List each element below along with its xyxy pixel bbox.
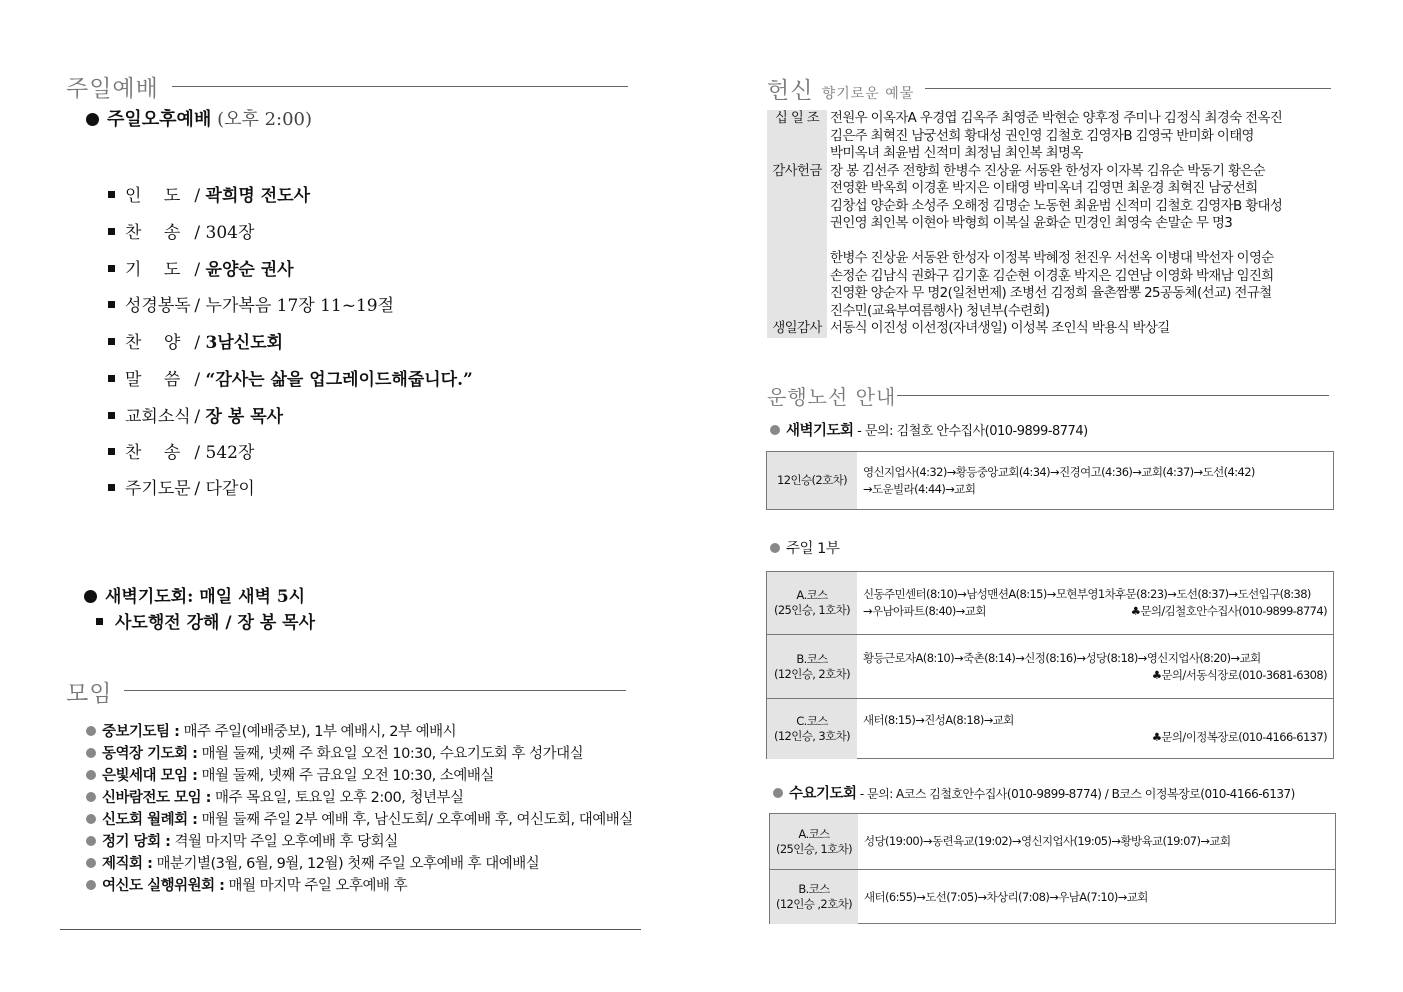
bus-route-stops: [863, 452, 1327, 509]
bullet-icon: [86, 113, 99, 126]
meeting-item: [86, 742, 583, 763]
offering-names-line: 장 봉 김선주 전향희 한병수 진상윤 서동완 한성자 이자복 김유순 박동기 황은순: [830, 163, 1265, 179]
offering-names-line: 전원우 이옥자A 우경엽 김옥주 최영준 박현순 양후정 주미나 김정식 최경숙 전옥진: [830, 111, 1283, 126]
offering-names-line: 김창섭 양순화 소성주 오해정 김명순 노동현 최윤범 신적미 김철호 김영자B 황대성: [830, 198, 1283, 214]
worship-section-title: 주일예배: [66, 76, 159, 102]
offering-category: 생일감사: [767, 320, 827, 338]
offering-table: [767, 110, 1342, 338]
bus-route-line: 황등근로자A(8:10)→죽촌(8:14)→신정(8:16)→성당(8:18)→영신지업사(8:20)→교회: [863, 651, 1261, 665]
bus-course-name: 12인승(2호차): [777, 473, 847, 487]
order-item-value: 3남신도회: [205, 333, 284, 353]
bus-course-label: [767, 635, 857, 699]
bus-route-line: →도운빌라(4:44)→교회: [863, 481, 976, 496]
square-bullet-icon: [96, 618, 103, 625]
meeting-name: 신도회 월례회 :: [102, 812, 198, 828]
bullet-icon: [773, 788, 783, 798]
order-item-label: 교회소식: [125, 407, 191, 427]
dawn-prayer-sub-text: 사도행전 강해 / 장 봉 목사: [115, 613, 316, 633]
bus-route-line: 신동주민센터(8:10)→남성맨션A(8:15)→모현부영1차후문(8:23)→도선(8:37)→도선입구(8:38): [863, 587, 1311, 601]
square-bullet-icon: [108, 412, 115, 419]
bullet-icon: [86, 880, 96, 890]
order-item-separator: /: [189, 407, 206, 427]
bus-course-name: B.코스: [796, 652, 828, 666]
order-item: [108, 181, 310, 206]
dawn-prayer-sub: [96, 608, 315, 633]
meeting-name: 정기 당회 :: [102, 834, 171, 850]
offering-names-line: 진영환 양순자 무 명2(일천번제) 조병선 김정희 율촌짬뽕 25공동체(선교) 전규철: [830, 286, 1272, 301]
square-bullet-icon: [108, 265, 115, 272]
square-bullet-icon: [108, 191, 115, 198]
bus-route-row: [770, 814, 1335, 869]
bullet-icon: [86, 836, 96, 846]
bus-section-title: 운행노선 안내: [767, 385, 897, 409]
order-item-label: 찬 송: [125, 223, 181, 243]
offering-names-line: 김은주 최혁진 남궁선희 황대성 권인영 김철호 김영자B 김영국 반미화 이태영: [830, 128, 1254, 144]
offering-section-title: [767, 72, 914, 105]
square-bullet-icon: [108, 375, 115, 382]
offering-title: 헌신: [767, 78, 814, 104]
dawn-bus-table: [766, 451, 1334, 510]
order-item-separator: /: [189, 370, 206, 390]
bus-route-line2: [863, 729, 1327, 746]
bus-course-label: [770, 870, 858, 924]
meeting-name: 중보기도팀 :: [102, 724, 180, 740]
meeting-detail: 매주 목요일, 토요일 오후 2:00, 청년부실: [210, 790, 464, 806]
order-item-value: 장 봉 목사: [205, 407, 284, 427]
square-bullet-icon: [108, 228, 115, 235]
bus-contact: ♣문의/이정복장로(010-4166-6137): [1151, 730, 1327, 744]
dawn-prayer-heading: [84, 582, 305, 607]
order-item-value: “감사는 삶을 업그레이드해줍니다.”: [205, 370, 473, 390]
bus-contact: ♣문의/김철호안수집사(010-9899-8774): [1130, 604, 1327, 618]
meeting-item: [86, 830, 398, 851]
afternoon-service-heading: [86, 105, 312, 131]
bullet-icon: [84, 590, 97, 603]
section-divider: [124, 690, 626, 691]
bus-vehicle: (25인승, 1호차): [775, 841, 853, 856]
bus-vehicle: (12인승, 2호차): [773, 667, 851, 681]
meeting-name: 제직회 :: [102, 856, 153, 872]
meeting-name: 은빛세대 모임 :: [102, 768, 198, 784]
dawn-bus-heading: [770, 419, 1088, 440]
wed-bus-note: - 문의: A코스 김철호안수집사(010-9899-8774) / B코스 이정복장로(010-4166-6137): [856, 787, 1295, 801]
meeting-item: [86, 720, 456, 741]
meeting-item: [86, 808, 633, 829]
order-item: [108, 328, 283, 353]
bus-course-label: [767, 699, 857, 759]
meeting-name: 여신도 실행위원회 :: [102, 878, 225, 894]
offering-row: [767, 320, 1342, 338]
meeting-detail: 매월 마지막 주일 오후예배 후: [224, 878, 408, 894]
bullet-icon: [86, 814, 96, 824]
bus-course-label: [767, 452, 857, 509]
order-item-value: 누가복음 17장 11~19절: [205, 296, 395, 316]
meeting-detail: 매주 주일(예배중보), 1부 예배시, 2부 예배시: [179, 724, 457, 740]
sunday-bus-heading: [770, 537, 839, 558]
order-item-separator: /: [189, 223, 206, 243]
meeting-detail: 격월 마지막 주일 오후예배 후 당회실: [170, 834, 398, 850]
bus-vehicle: (12인승, 3호차): [773, 729, 851, 743]
wed-bus-heading: [773, 782, 1295, 803]
bus-route-line: →우남아파트(8:40)→교회: [863, 604, 986, 618]
order-item-label: 주기도문: [125, 479, 191, 499]
bus-course-name: B.코스: [798, 882, 830, 896]
offering-names-line: 전영환 박옥희 이경훈 박지은 이태영 박미옥녀 김영면 최운경 최혁진 남궁선희: [830, 181, 1258, 196]
bus-route-line: 영신지업사(4:32)→황등중앙교회(4:34)→진경여고(4:36)→교회(4:37)→도선(4:42): [863, 464, 1255, 479]
bus-route-row: [770, 869, 1335, 924]
meeting-item: [86, 852, 539, 873]
meeting-name: 신바람전도 모임 :: [102, 790, 211, 806]
square-bullet-icon: [108, 338, 115, 345]
square-bullet-icon: [108, 448, 115, 455]
meetings-section-title: 모임: [66, 681, 113, 707]
dawn-bus-label: 새벽기도회: [786, 423, 854, 439]
order-item-value: 곽희명 전도사: [205, 186, 310, 206]
bullet-icon: [86, 770, 96, 780]
dawn-bus-note: - 문의: 김철호 안수집사(010-9899-8774): [853, 424, 1088, 439]
bullet-icon: [86, 748, 96, 758]
order-item-label: 말 씀: [125, 370, 181, 390]
square-bullet-icon: [108, 301, 115, 308]
bus-route-row: [767, 452, 1333, 509]
dawn-prayer-label: 새벽기도회: 매일 새벽 5시: [105, 587, 306, 607]
bus-route-row: [767, 572, 1333, 634]
offering-names: [827, 163, 1342, 321]
order-item-label: 기 도: [125, 260, 181, 280]
order-item: [108, 365, 473, 390]
bus-route-line2: [863, 603, 1327, 620]
offering-names: [827, 110, 1342, 163]
bus-route-row: [767, 698, 1333, 759]
bus-route-line: 새터(8:15)→진성A(8:18)→교회: [863, 713, 1014, 727]
bullet-icon: [770, 425, 780, 435]
offering-names-line: 손정순 김남식 권화구 김기훈 김순현 이경훈 박지은 김연남 이영화 박재남 임진희: [830, 268, 1274, 284]
order-item-separator: /: [189, 260, 206, 280]
meeting-item: [86, 874, 407, 895]
bus-course-name: A.코스: [796, 588, 828, 602]
offering-row: [767, 110, 1342, 163]
section-divider: [172, 86, 628, 87]
offering-names: [827, 320, 1342, 338]
order-item-separator: /: [189, 443, 206, 463]
offering-names-line: [830, 233, 1342, 251]
offering-category: 감사헌금: [767, 163, 827, 321]
offering-names-line: 진수민(교육부여름행사) 청년부(수련회): [830, 303, 1050, 319]
bullet-icon: [770, 543, 780, 553]
meeting-detail: 매월 둘째 주일 2부 예배 후, 남신도회/ 오후예배 후, 여신도회, 대예배실: [197, 812, 633, 828]
bus-route-line: 성당(19:00)→동련육교(19:02)→영신지업사(19:05)→황방육교(19:07)→교회: [864, 834, 1231, 848]
order-item-separator: /: [189, 186, 206, 206]
offering-row: [767, 163, 1342, 321]
bus-route-stops: [863, 699, 1327, 759]
offering-names-line: 한병수 진상윤 서동완 한성자 이정복 박혜정 천진우 서선옥 이병대 박선자 이영순: [830, 251, 1274, 266]
order-item: [108, 255, 294, 280]
order-item-value: 윤양순 권사: [205, 260, 294, 280]
bus-route-row: [767, 634, 1333, 699]
bus-course-label: [770, 814, 858, 869]
sunday-bus-table: [766, 571, 1334, 759]
sunday-bus-label: 주일 1부: [786, 541, 840, 557]
bus-vehicle: (12인승 ,2호차): [775, 897, 853, 911]
afternoon-service-time: (오후 2:00): [217, 109, 313, 130]
bus-course-label: [767, 572, 857, 634]
order-item-separator: /: [189, 296, 206, 316]
meeting-detail: 매분기별(3월, 6월, 9월, 12월) 첫째 주일 오후예배 후 대예배실: [152, 856, 540, 872]
order-item: [108, 474, 255, 499]
bus-course-name: A.코스: [798, 826, 830, 841]
bus-vehicle: (25인승, 1호차): [773, 603, 851, 617]
bus-route-line2: [863, 667, 1327, 684]
order-item: [108, 438, 254, 463]
meeting-detail: 매월 둘째, 넷째 주 화요일 오전 10:30, 수요기도회 후 성가대실: [197, 746, 584, 762]
wed-bus-label: 수요기도회: [789, 786, 857, 802]
square-bullet-icon: [108, 484, 115, 491]
order-item-label: 찬 송: [125, 443, 181, 463]
offering-names-line: 권인영 최인복 이현아 박형희 이복실 윤화순 민경인 최영숙 손말순 무 명3: [830, 216, 1233, 231]
bus-route-stops: [864, 814, 1329, 869]
bullet-icon: [86, 858, 96, 868]
bus-course-name: C.코스: [796, 714, 828, 728]
section-divider: [925, 88, 1331, 89]
bullet-icon: [86, 792, 96, 802]
order-item: [108, 218, 254, 243]
meeting-name: 동역장 기도회 :: [102, 746, 198, 762]
offering-names-line: 서동식 이진성 이선정(자녀생일) 이성복 조인식 박용식 박상길: [830, 321, 1170, 336]
offering-subtitle: 향기로운 예물: [821, 86, 915, 102]
bus-route-line: 새터(6:55)→도선(7:05)→차상리(7:08)→우남A(7:10)→교회: [864, 889, 1148, 904]
wed-bus-table: [769, 813, 1336, 924]
meeting-detail: 매월 둘째, 넷째 주 금요일 오전 10:30, 소예배실: [197, 768, 494, 784]
order-item-value: 304장: [205, 223, 255, 243]
bus-route-stops: [863, 635, 1327, 699]
order-item-label: 성경봉독: [125, 296, 191, 316]
order-item: [108, 402, 283, 427]
order-item-separator: /: [189, 479, 206, 499]
offering-category: 십 일 조: [767, 110, 827, 163]
offering-names-line: 박미옥녀 최윤범 신적미 최정님 최인복 최명옥: [830, 146, 1083, 161]
bus-route-stops: [864, 870, 1329, 924]
order-item-label: 인 도: [125, 186, 181, 206]
order-item-separator: /: [189, 333, 206, 353]
order-item-value: 542장: [205, 443, 255, 463]
meeting-item: [86, 786, 463, 807]
bullet-icon: [86, 726, 96, 736]
order-item: [108, 291, 394, 316]
section-divider: [897, 395, 1329, 396]
order-item-label: 찬 양: [125, 333, 181, 353]
order-item-value: 다같이: [205, 479, 255, 499]
afternoon-service-label: 주일오후예배: [107, 109, 212, 130]
bus-route-stops: [863, 572, 1327, 634]
bus-contact: ♣문의/서동식장로(010-3681-6308): [1151, 668, 1327, 682]
bus-route-line2: [863, 481, 1327, 498]
meeting-item: [86, 764, 494, 785]
bottom-divider: [60, 929, 641, 930]
